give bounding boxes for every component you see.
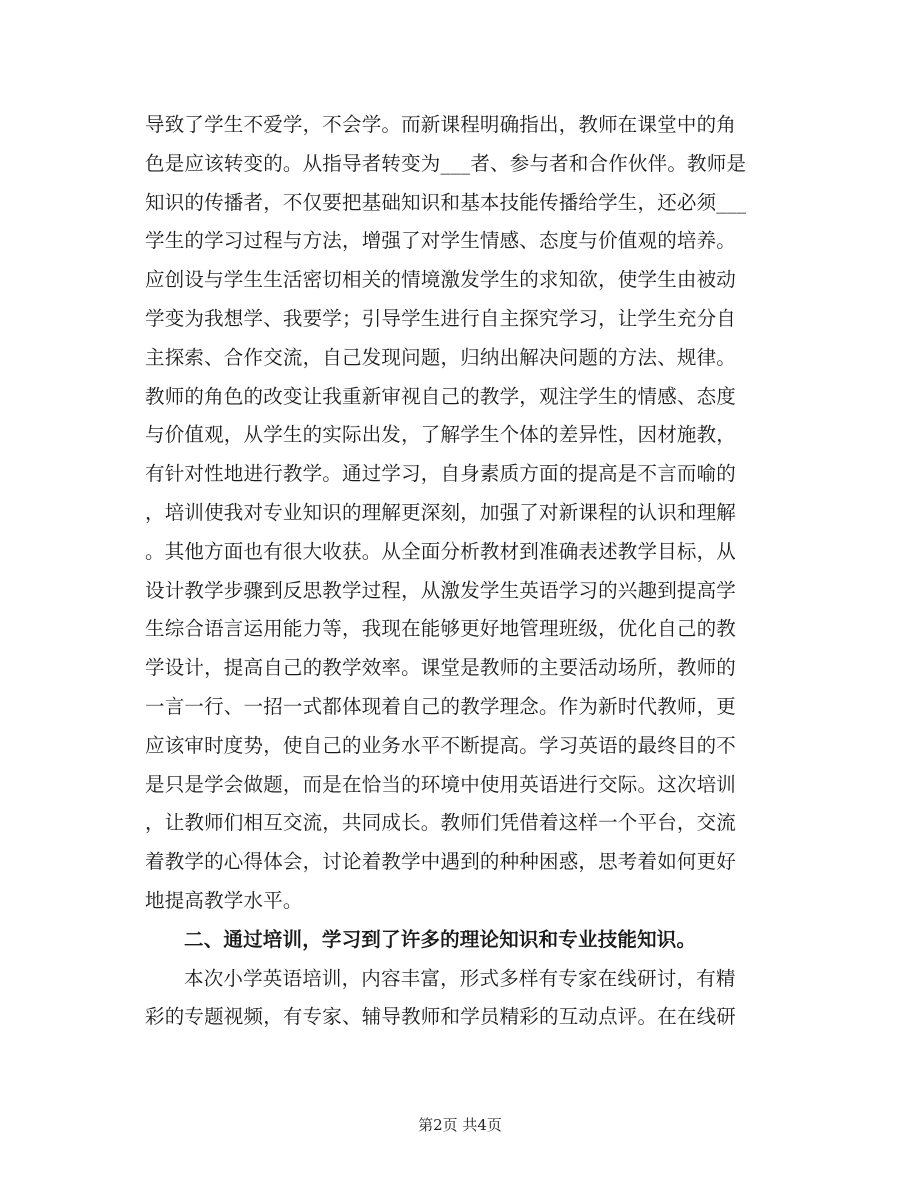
paragraph-line: 本次小学英语培训，内容丰富，形式多样有专家在线研讨，有精 bbox=[184, 966, 736, 990]
section-heading: 二、通过培训，学习到了许多的理论知识和专业技能知识。 bbox=[184, 927, 697, 951]
paragraph-line: 知识的传播者，不仅要把基础知识和基本技能传播给学生，还必须___ bbox=[145, 190, 747, 214]
paragraph-line: 应该审时度势，使自己的业务水平不断提高。学习英语的最终目的不 bbox=[145, 733, 737, 757]
paragraph-line: 学设计，提高自己的教学效率。课堂是教师的主要活动场所，教师的 bbox=[145, 656, 737, 680]
page-number-footer: 第2页 共4页 bbox=[418, 1116, 502, 1134]
paragraph-line: 导致了学生不爱学，不会学。而新课程明确指出，教师在课堂中的角 bbox=[145, 113, 737, 136]
paragraph-line: 色是应该转变的。从指导者转变为___者、参与者和合作伙伴。教师是 bbox=[145, 151, 747, 175]
paragraph-line: ，培训使我对专业知识的理解更深刻，加强了对新课程的认识和理解 bbox=[145, 500, 737, 524]
paragraph-line: 彩的专题视频，有专家、辅导教师和学员精彩的互动点评。在在线研 bbox=[145, 1005, 737, 1029]
paragraph-line: 地提高教学水平。 bbox=[145, 888, 303, 912]
paragraph-line: 着教学的心得体会，讨论着教学中遇到的种种困惑，思考着如何更好 bbox=[145, 850, 737, 874]
paragraph-line: 学变为我想学、我要学；引导学生进行自主探究学习，让学生充分自 bbox=[145, 306, 737, 330]
paragraph-line: 设计教学步骤到反思教学过程，从激发学生英语学习的兴趣到提高学 bbox=[145, 578, 737, 602]
paragraph-line: 与价值观，从学生的实际出发，了解学生个体的差异性，因材施教， bbox=[145, 423, 737, 447]
paragraph-line: 。其他方面也有很大收获。从全面分析教材到准确表述教学目标，从 bbox=[145, 539, 737, 563]
paragraph-line: 主探索、合作交流，自己发现问题，归纳出解决问题的方法、规律。 bbox=[145, 345, 737, 369]
paragraph-line: 一言一行、一招一式都体现着自己的教学理念。作为新时代教师，更 bbox=[145, 694, 737, 718]
paragraph-line: 有针对性地进行教学。通过学习，自身素质方面的提高是不言而喻的 bbox=[145, 462, 737, 486]
paragraph-line: 生综合语言运用能力等，我现在能够更好地管理班级，优化自己的教 bbox=[145, 617, 737, 641]
paragraph-line: 教师的角色的改变让我重新审视自己的教学，观注学生的情感、态度 bbox=[145, 384, 737, 408]
document-body bbox=[145, 106, 785, 1037]
paragraph-line: 学生的学习过程与方法，增强了对学生情感、态度与价值观的培养。 bbox=[145, 229, 737, 253]
paragraph-line: 是只是学会做题，而是在恰当的环境中使用英语进行交际。这次培训 bbox=[145, 772, 737, 796]
paragraph-line: 应创设与学生生活密切相关的情境激发学生的求知欲，使学生由被动 bbox=[145, 268, 737, 292]
paragraph-line: ，让教师们相互交流，共同成长。教师们凭借着这样一个平台，交流 bbox=[145, 811, 737, 835]
